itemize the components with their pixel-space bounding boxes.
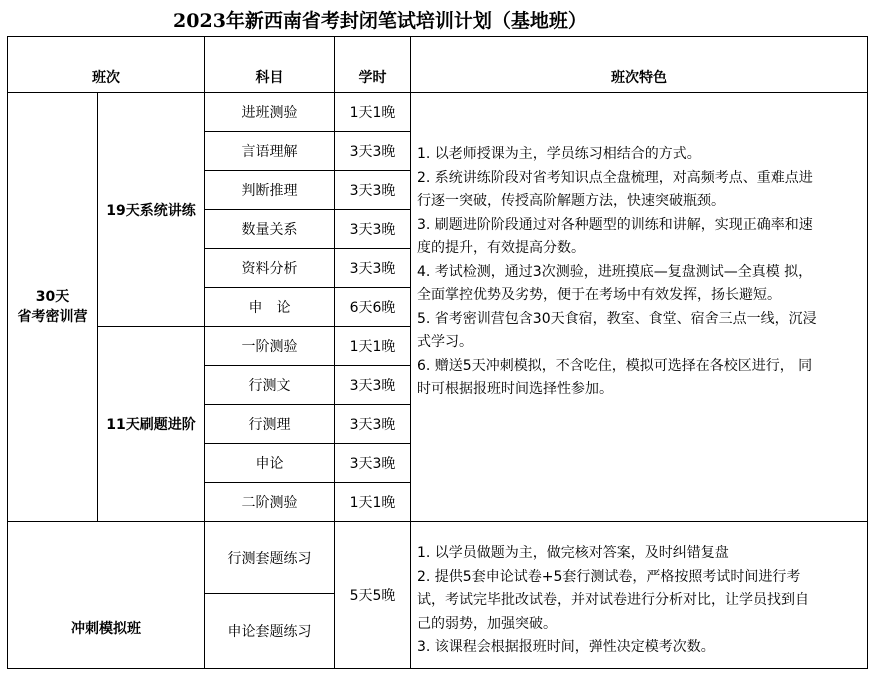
stage1-name: 19天系统讲练 [98, 93, 205, 327]
camp-name: 省考密训营 [17, 309, 88, 325]
feature-line: 时可根据报班时间选择性参加。 [417, 381, 613, 397]
hours-cell: 3天3晚 [335, 132, 411, 171]
hours-cell: 1天1晚 [335, 327, 411, 366]
feature-line: 试，考试完毕批改试卷，并对试卷进行分析对比，让学员找到自 [417, 592, 809, 608]
hours-cell: 1天1晚 [335, 93, 411, 132]
subject-cell: 资料分析 [205, 249, 335, 288]
sprint-features [411, 522, 868, 669]
hours-cell: 3天3晚 [335, 249, 411, 288]
subject-cell: 行测文 [205, 366, 335, 405]
camp-features [411, 93, 868, 522]
stage2-name: 11天刷题进阶 [98, 327, 205, 522]
feature-line: 4. 考试检测，通过3次测验，进班摸底—复盘测试—全真模 拟， [417, 263, 813, 280]
feature-line: 3. 该课程会根据报班时间，弹性决定模考次数。 [417, 639, 715, 655]
feature-line: 行逐一突破，传授高阶解题方法，快速突破瓶颈。 [417, 193, 725, 209]
header-class: 班次 [8, 37, 205, 93]
subject-cell: 二阶测验 [205, 483, 335, 522]
subject-cell: 申论 [205, 444, 335, 483]
training-plan-table [7, 36, 868, 669]
header-hours: 学时 [335, 37, 411, 93]
sprint-name: 冲刺模拟班 [8, 522, 205, 669]
subject-cell: 申论套题练习 [205, 594, 335, 669]
feature-line: 1. 以老师授课为主，学员练习相结合的方式。 [417, 146, 701, 162]
hours-cell: 3天3晚 [335, 405, 411, 444]
feature-line: 3. 刷题进阶阶段通过对各种题型的训练和讲解，实现正确率和速 [417, 216, 813, 233]
page-title: 2023年新西南省考封闭笔试培训计划（基地班） [173, 10, 587, 32]
feature-line: 5. 省考密训营包含30天食宿，教室、食堂、宿舍三点一线，沉浸 [417, 310, 817, 327]
feature-line: 2. 提供5套申论试卷+5套行测试卷，严格按照考试时间进行考 [417, 568, 801, 585]
sprint-hours: 5天5晚 [335, 522, 411, 669]
feature-line: 己的弱势，加强突破。 [417, 615, 557, 632]
camp-cell [8, 93, 98, 522]
subject-cell: 进班测验 [205, 93, 335, 132]
subject-cell: 数量关系 [205, 210, 335, 249]
hours-cell: 3天3晚 [335, 210, 411, 249]
hours-cell: 6天6晚 [335, 288, 411, 327]
subject-cell: 判断推理 [205, 171, 335, 210]
subject-cell: 言语理解 [205, 132, 335, 171]
subject-cell: 一阶测验 [205, 327, 335, 366]
camp-duration: 30天 [35, 289, 70, 305]
feature-line: 度的提升，有效提高分数。 [417, 240, 585, 256]
feature-line: 2. 系统讲练阶段对省考知识点全盘梳理，对高频考点、重难点进 [417, 169, 813, 186]
feature-line: 全面掌控优势及劣势，便于在考场中有效发挥，扬长避短。 [417, 287, 781, 303]
subject-cell: 申 论 [205, 288, 335, 327]
header-subject: 科目 [205, 37, 335, 93]
header-features: 班次特色 [411, 37, 868, 93]
hours-cell: 3天3晚 [335, 444, 411, 483]
subject-cell: 行测套题练习 [205, 522, 335, 594]
hours-cell: 3天3晚 [335, 366, 411, 405]
hours-cell: 1天1晚 [335, 483, 411, 522]
hours-cell: 3天3晚 [335, 171, 411, 210]
feature-line: 1. 以学员做题为主，做完核对答案，及时纠错复盘 [417, 545, 729, 561]
feature-line: 6. 赠送5天冲刺模拟，不含吃住，模拟可选择在各校区进行， 同 [417, 357, 813, 374]
subject-cell: 行测理 [205, 405, 335, 444]
feature-line: 式学习。 [417, 334, 473, 350]
